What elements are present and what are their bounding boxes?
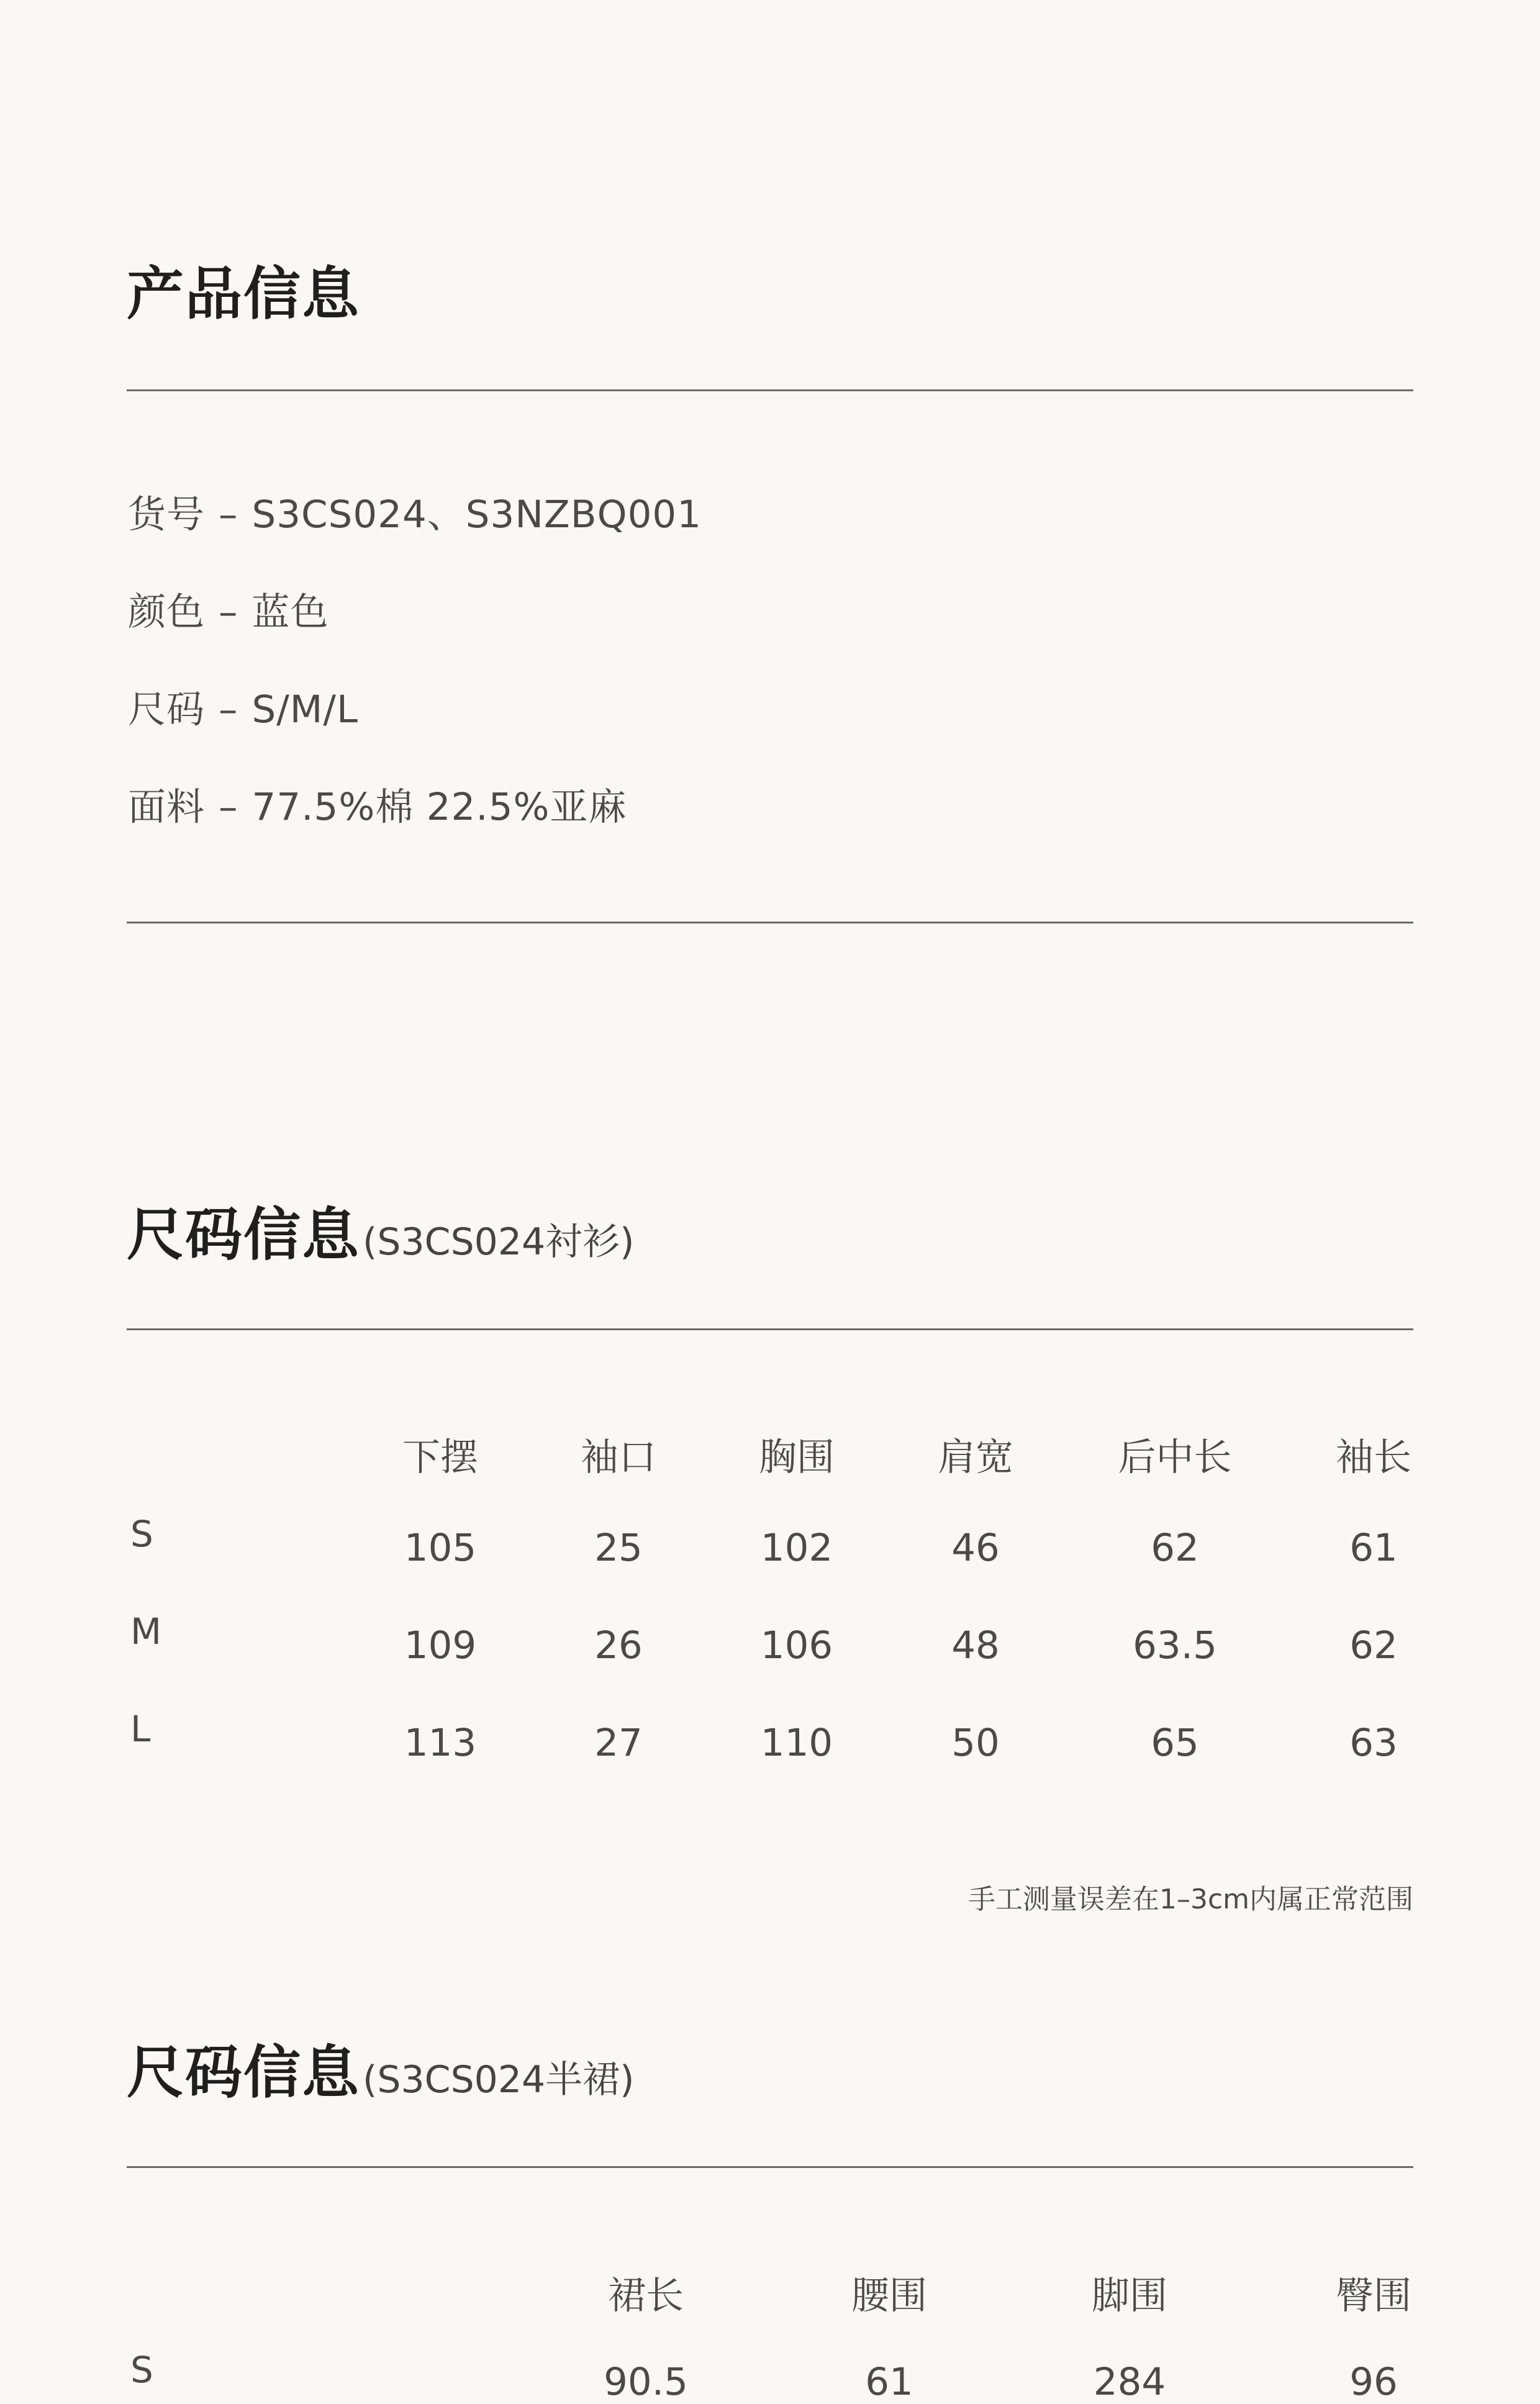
column-header-chest: 胸围 (758, 1435, 835, 1479)
info-value: S3CS024、S3NZBQ001 (251, 492, 702, 537)
table-cell: 62 (1349, 1623, 1398, 1667)
product-info-title (127, 248, 360, 330)
table-cell: 113 (404, 1721, 477, 1765)
info-separator: – (219, 785, 238, 829)
info-line-article-number (128, 484, 702, 538)
table-cell: 109 (404, 1623, 477, 1667)
table-cell: 25 (594, 1526, 643, 1570)
info-separator: – (219, 687, 238, 732)
table-cell: 61 (1349, 1526, 1398, 1570)
shirt-size-subtitle: (S3CS024衬衫) (363, 1220, 635, 1264)
info-label: 货号 (128, 492, 206, 537)
table-cell: 50 (951, 1721, 1000, 1765)
table-cell: 110 (760, 1721, 833, 1765)
shirt-size-divider (127, 1328, 1413, 1330)
info-line-color (128, 582, 329, 636)
table-cell: 102 (760, 1526, 833, 1570)
table-cell: 65 (1151, 1721, 1199, 1765)
info-line-size (128, 679, 358, 733)
table-cell: 106 (760, 1623, 833, 1667)
shirt-size-title (127, 1189, 635, 1271)
column-header-cuff: 袖口 (580, 1435, 657, 1479)
product-info-title-text: 产品信息 (127, 261, 361, 327)
table-cell: 61 (865, 2360, 913, 2404)
info-value: 蓝色 (251, 590, 329, 634)
skirt-size-title-text: 尺码信息 (127, 2039, 361, 2106)
product-info-bottom-divider (127, 922, 1413, 923)
skirt-size-title (127, 2027, 635, 2109)
skirt-size-subtitle: (S3CS024半裙) (363, 2058, 635, 2102)
table-cell: 48 (951, 1623, 1000, 1667)
row-label-m: M (130, 1610, 162, 1653)
shirt-size-title-text: 尺码信息 (127, 1202, 361, 1268)
table-cell: 27 (594, 1721, 643, 1765)
info-value: 77.5%棉 22.5%亚麻 (251, 785, 627, 829)
table-cell: 96 (1349, 2360, 1398, 2404)
info-label: 颜色 (128, 590, 206, 634)
info-label: 面料 (128, 785, 206, 829)
row-label-s: S (130, 1513, 153, 1555)
info-label: 尺码 (128, 687, 206, 732)
table-cell: 105 (404, 1526, 477, 1570)
table-cell: 284 (1093, 2360, 1166, 2404)
column-header-waist: 腰围 (851, 2274, 928, 2318)
table-cell: 62 (1151, 1526, 1199, 1570)
skirt-size-divider (127, 2166, 1413, 2168)
column-header-sleeve-length: 袖长 (1335, 1435, 1412, 1479)
table-cell: 63 (1349, 1721, 1398, 1765)
column-header-skirt-length: 裙长 (607, 2274, 684, 2318)
column-header-hip: 臀围 (1335, 2274, 1412, 2318)
table-cell: 46 (951, 1526, 1000, 1570)
info-line-fabric (128, 777, 627, 831)
info-separator: – (219, 492, 238, 537)
column-header-shoulder: 肩宽 (937, 1435, 1014, 1479)
info-separator: – (219, 590, 238, 634)
info-value: S/M/L (251, 687, 358, 732)
column-header-hem: 下摆 (402, 1435, 479, 1479)
row-label-s: S (130, 2349, 153, 2391)
table-cell: 90.5 (604, 2360, 688, 2404)
table-cell: 26 (594, 1623, 643, 1667)
table-cell: 63.5 (1133, 1623, 1217, 1667)
column-header-hem-circumference: 脚围 (1091, 2274, 1168, 2318)
row-label-l: L (130, 1708, 151, 1750)
product-info-top-divider (127, 389, 1413, 391)
column-header-back-length: 后中长 (1118, 1435, 1232, 1479)
measurement-note: 手工测量误差在1–3cm内属正常范围 (967, 1884, 1413, 1915)
